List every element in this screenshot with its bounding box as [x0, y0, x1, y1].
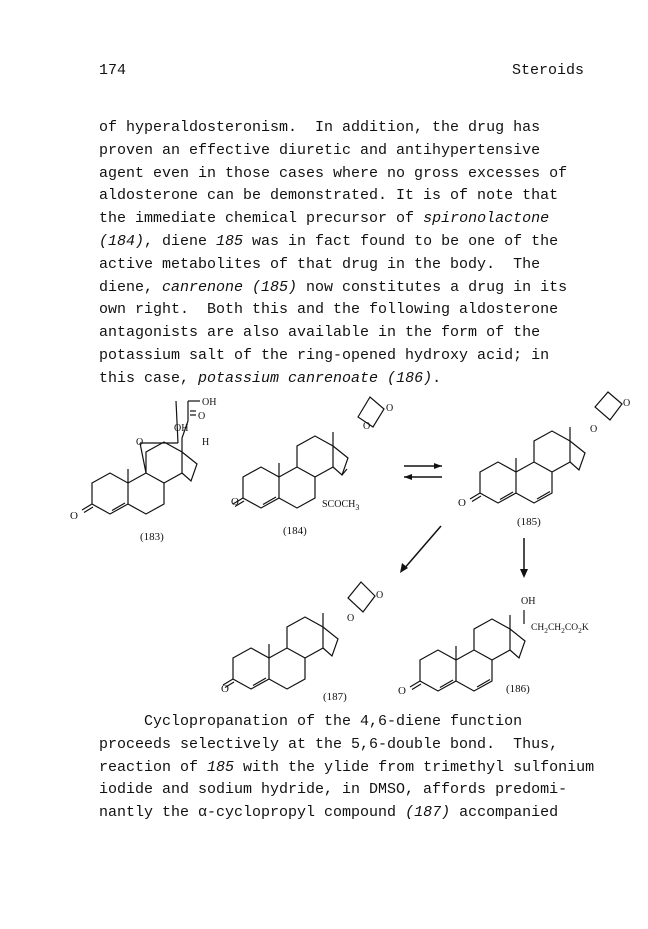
- o-label: O: [363, 421, 371, 432]
- compound-ref: 185: [216, 232, 244, 250]
- structure-186: [398, 596, 589, 697]
- structure-187: [221, 582, 383, 703]
- o-label: O: [623, 398, 631, 409]
- text-line: potassium salt of the ring-opened hydroxy acid; in: [99, 346, 550, 364]
- structure-184: [231, 397, 393, 537]
- h-label: H: [202, 437, 210, 448]
- text-line: Cyclopropanation of the 4,6-diene function: [99, 713, 523, 730]
- compound-label-184: (184): [283, 525, 307, 537]
- compound-name-potassium-canrenoate: potassium canrenoate (186): [198, 369, 433, 387]
- compound-ref: 185: [207, 758, 235, 776]
- side-chain-label: $CH_2CH_2CO_2K$: [531, 623, 589, 635]
- compound-name-canrenone: canrenone (185): [162, 278, 298, 296]
- text-run: .: [432, 369, 442, 387]
- text-run: now constitutes a drug in its: [297, 278, 568, 296]
- o-label: O: [590, 424, 598, 435]
- o-label: O: [136, 437, 144, 448]
- paragraph-cyclopropanation: [99, 711, 599, 825]
- running-title: Steroids: [511, 62, 584, 79]
- text-line: own right. Both this and the following aldosterone: [99, 301, 559, 319]
- arrow-to-187: [400, 526, 441, 573]
- o-label: O: [198, 411, 206, 422]
- text-run: was in fact found to be one of the: [243, 232, 559, 250]
- oh-label: OH: [174, 423, 189, 434]
- text-line: active metabolites of that drug in the body. The: [99, 255, 541, 273]
- text-line: proven an effective diuretic and antihypertensive: [99, 141, 541, 159]
- page-number: 174: [99, 62, 127, 79]
- text-run: nantly the α-cyclopropyl compound: [99, 804, 406, 822]
- text-line: [99, 802, 599, 825]
- o-label: O: [398, 685, 406, 697]
- o-label: O: [386, 403, 394, 414]
- compound-ref: (184): [99, 232, 145, 250]
- text-line: proceeds selectively at the 5,6-double bond. Thus,: [99, 735, 559, 753]
- text-line: of hyperaldosteronism. In addition, the drug has: [99, 119, 541, 136]
- structure-185: [458, 392, 630, 528]
- arrow-to-186: [520, 538, 528, 578]
- structure-183: [70, 397, 216, 543]
- o-label: O: [70, 510, 78, 522]
- compound-ref: (187): [405, 804, 451, 822]
- text-run: with the ylide from trimethyl sulfonium: [234, 758, 595, 776]
- text-line: antagonists are also available in the form of the: [99, 324, 541, 342]
- o-label: O: [231, 496, 239, 508]
- text-run: this case,: [99, 369, 199, 387]
- text-line: aldosterone can be demonstrated. It is of note that: [99, 187, 559, 205]
- text-run: the immediate chemical precursor of: [99, 210, 424, 228]
- text-run: reaction of: [99, 758, 208, 776]
- text-line: agent even in those cases where no gross excesses of: [99, 164, 568, 182]
- text-line: [99, 757, 599, 780]
- compound-label-186: (186): [506, 683, 530, 695]
- oh-label: OH: [521, 596, 536, 607]
- text-line: iodide and sodium hydride, in DMSO, affords predomi-: [99, 781, 568, 799]
- compound-label-187: (187): [323, 691, 347, 703]
- compound-label-183: (183): [140, 531, 164, 543]
- o-label: O: [221, 683, 229, 695]
- equilibrium-arrows: [404, 463, 442, 480]
- text-run: diene,: [99, 278, 163, 296]
- o-label: O: [458, 497, 466, 509]
- thioacetyl-label: $SCOCH_3$: [322, 499, 360, 512]
- oh-label: OH: [202, 397, 217, 408]
- text-run: , diene: [144, 232, 217, 250]
- compound-name-spironolactone: spironolactone: [423, 210, 550, 228]
- o-label: O: [376, 590, 384, 601]
- o-label: O: [347, 613, 355, 624]
- text-run: accompanied: [450, 804, 559, 822]
- compound-label-185: (185): [517, 516, 541, 528]
